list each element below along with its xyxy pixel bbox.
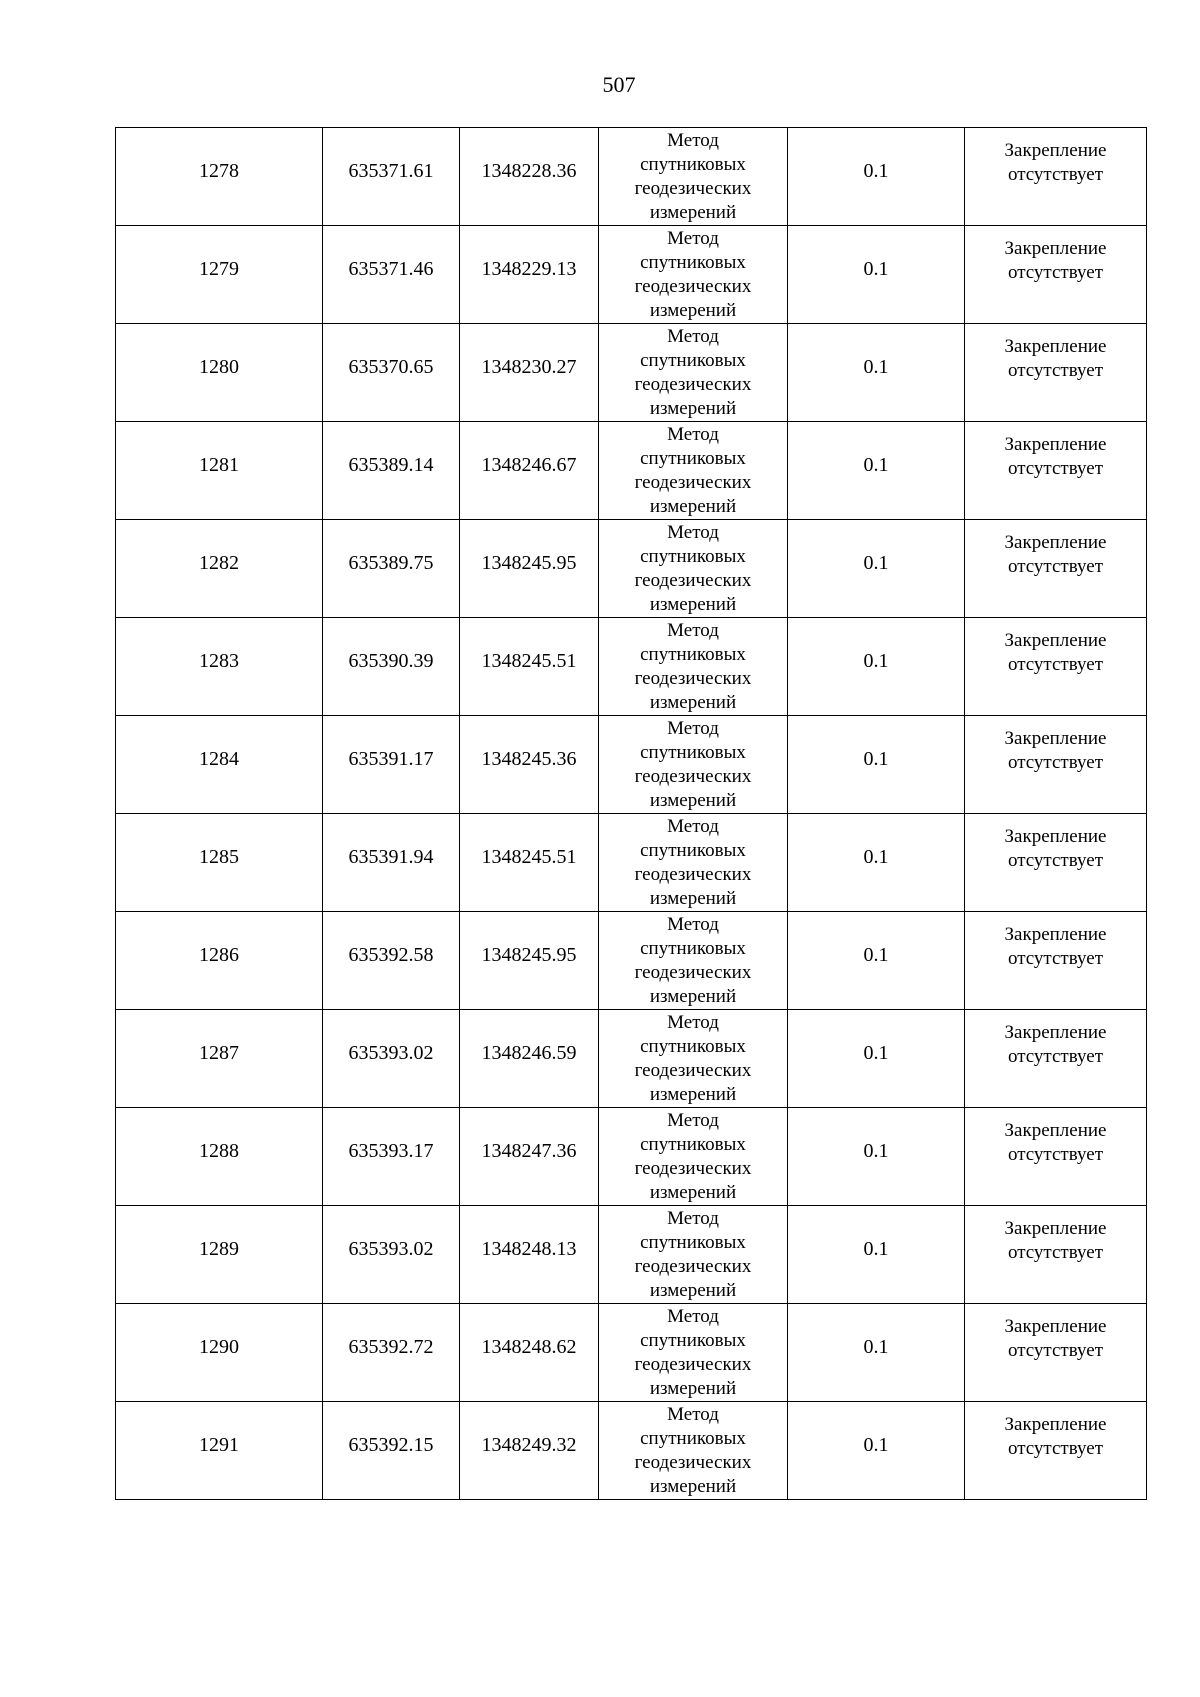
fixing-text <box>965 335 1146 390</box>
accuracy-value: 0.1 <box>863 453 889 476</box>
fixing-line: Закрепление <box>1004 531 1107 553</box>
accuracy-cell <box>788 128 965 226</box>
method-cell <box>599 1402 788 1500</box>
y-coordinate-cell <box>460 1206 599 1304</box>
fixing-cell <box>965 1010 1147 1108</box>
method-cell <box>599 912 788 1010</box>
y-coordinate-cell <box>460 324 599 422</box>
fixing-text <box>965 825 1146 880</box>
x-coordinate-cell <box>323 912 460 1010</box>
method-line: измерений <box>649 985 737 1007</box>
x-coordinate-cell <box>323 520 460 618</box>
point-number-cell <box>116 1304 323 1402</box>
accuracy-cell <box>788 814 965 912</box>
fixing-cell <box>965 814 1147 912</box>
fixing-line: отсутствует <box>1007 163 1104 185</box>
point-number: 1282 <box>199 551 239 574</box>
accuracy-cell <box>788 1304 965 1402</box>
point-number-cell <box>116 1206 323 1304</box>
y-coordinate-cell <box>460 1402 599 1500</box>
y-coordinate: 1348228.36 <box>481 159 577 182</box>
accuracy-value: 0.1 <box>863 257 889 280</box>
point-number: 1290 <box>199 1335 239 1358</box>
point-number-cell <box>116 1010 323 1108</box>
point-number: 1279 <box>199 257 239 280</box>
y-coordinate: 1348247.36 <box>481 1139 577 1162</box>
table-row <box>116 1010 1147 1108</box>
y-coordinate-cell <box>460 520 599 618</box>
method-line: геодезических <box>634 1157 752 1179</box>
x-coordinate: 635371.61 <box>348 159 434 182</box>
fixing-line: Закрепление <box>1004 1217 1107 1239</box>
method-line: Метод <box>667 619 719 641</box>
fixing-line: Закрепление <box>1004 1315 1107 1337</box>
method-cell <box>599 1010 788 1108</box>
table-row <box>116 520 1147 618</box>
x-coordinate-cell <box>323 226 460 324</box>
point-number-cell <box>116 128 323 226</box>
method-cell <box>599 324 788 422</box>
accuracy-value: 0.1 <box>863 159 889 182</box>
method-line: геодезических <box>634 961 752 983</box>
fixing-text <box>965 531 1146 586</box>
y-coordinate: 1348245.51 <box>481 649 577 672</box>
fixing-cell <box>965 716 1147 814</box>
table-row <box>116 618 1147 716</box>
x-coordinate-cell <box>323 1206 460 1304</box>
method-line: измерений <box>649 1377 737 1399</box>
method-line: измерений <box>649 201 737 223</box>
y-coordinate: 1348246.67 <box>481 453 577 476</box>
method-line: Метод <box>667 521 719 543</box>
point-number: 1286 <box>199 943 239 966</box>
point-number: 1288 <box>199 1139 239 1162</box>
fixing-text <box>965 727 1146 782</box>
point-number-cell <box>116 520 323 618</box>
fixing-line: отсутствует <box>1007 947 1104 969</box>
x-coordinate: 635371.46 <box>348 257 434 280</box>
fixing-cell <box>965 226 1147 324</box>
fixing-line: отсутствует <box>1007 849 1104 871</box>
point-number: 1283 <box>199 649 239 672</box>
fixing-text <box>965 923 1146 978</box>
method-line: измерений <box>649 495 737 517</box>
y-coordinate: 1348245.95 <box>481 551 577 574</box>
method-line: спутниковых <box>640 545 746 567</box>
method-line: спутниковых <box>640 153 746 175</box>
accuracy-value: 0.1 <box>863 551 889 574</box>
x-coordinate-cell <box>323 1304 460 1402</box>
accuracy-value: 0.1 <box>863 845 889 868</box>
y-coordinate: 1348245.51 <box>481 845 577 868</box>
x-coordinate: 635390.39 <box>348 649 434 672</box>
method-line: измерений <box>649 593 737 615</box>
accuracy-value: 0.1 <box>863 943 889 966</box>
x-coordinate: 635392.72 <box>348 1335 434 1358</box>
method-line: геодезических <box>634 275 752 297</box>
table-row <box>116 814 1147 912</box>
x-coordinate: 635392.15 <box>348 1433 434 1456</box>
method-line: спутниковых <box>640 839 746 861</box>
point-number: 1289 <box>199 1237 239 1260</box>
fixing-cell <box>965 912 1147 1010</box>
fixing-line: отсутствует <box>1007 1241 1104 1263</box>
y-coordinate-cell <box>460 1304 599 1402</box>
x-coordinate: 635393.02 <box>348 1041 434 1064</box>
page-number: 507 <box>602 72 636 97</box>
fixing-line: отсутствует <box>1007 261 1104 283</box>
fixing-line: Закрепление <box>1004 139 1107 161</box>
method-line: Метод <box>667 129 719 151</box>
x-coordinate-cell <box>323 324 460 422</box>
fixing-line: Закрепление <box>1004 727 1107 749</box>
point-number: 1284 <box>199 747 239 770</box>
fixing-cell <box>965 324 1147 422</box>
fixing-line: Закрепление <box>1004 629 1107 651</box>
fixing-line: Закрепление <box>1004 1021 1107 1043</box>
x-coordinate-cell <box>323 128 460 226</box>
method-line: геодезических <box>634 1353 752 1375</box>
y-coordinate: 1348248.13 <box>481 1237 577 1260</box>
point-number: 1280 <box>199 355 239 378</box>
method-line: геодезических <box>634 373 752 395</box>
accuracy-cell <box>788 324 965 422</box>
fixing-line: отсутствует <box>1007 751 1104 773</box>
point-number: 1285 <box>199 845 239 868</box>
point-number-cell <box>116 422 323 520</box>
point-number-cell <box>116 1402 323 1500</box>
point-number-cell <box>116 814 323 912</box>
y-coordinate: 1348245.95 <box>481 943 577 966</box>
fixing-cell <box>965 1206 1147 1304</box>
method-line: Метод <box>667 325 719 347</box>
method-line: спутниковых <box>640 1329 746 1351</box>
x-coordinate-cell <box>323 618 460 716</box>
method-line: геодезических <box>634 1451 752 1473</box>
table-row <box>116 1304 1147 1402</box>
point-number-cell <box>116 226 323 324</box>
method-line: геодезических <box>634 1059 752 1081</box>
method-line: Метод <box>667 423 719 445</box>
x-coordinate: 635389.75 <box>348 551 434 574</box>
y-coordinate-cell <box>460 618 599 716</box>
method-cell <box>599 128 788 226</box>
y-coordinate: 1348248.62 <box>481 1335 577 1358</box>
y-coordinate-cell <box>460 814 599 912</box>
method-line: спутниковых <box>640 1427 746 1449</box>
method-line: спутниковых <box>640 447 746 469</box>
method-line: геодезических <box>634 1255 752 1277</box>
table-row <box>116 324 1147 422</box>
y-coordinate: 1348246.59 <box>481 1041 577 1064</box>
x-coordinate-cell <box>323 1010 460 1108</box>
accuracy-cell <box>788 1010 965 1108</box>
method-cell <box>599 716 788 814</box>
fixing-line: отсутствует <box>1007 555 1104 577</box>
fixing-line: Закрепление <box>1004 237 1107 259</box>
method-line: спутниковых <box>640 349 746 371</box>
method-line: спутниковых <box>640 741 746 763</box>
method-line: Метод <box>667 717 719 739</box>
y-coordinate-cell <box>460 912 599 1010</box>
table-row <box>116 226 1147 324</box>
accuracy-value: 0.1 <box>863 1433 889 1456</box>
method-line: Метод <box>667 1207 719 1229</box>
fixing-line: отсутствует <box>1007 1339 1104 1361</box>
fixing-text <box>965 1217 1146 1272</box>
y-coordinate-cell <box>460 422 599 520</box>
method-line: измерений <box>649 1083 737 1105</box>
x-coordinate-cell <box>323 1402 460 1500</box>
table-body <box>116 128 1147 1500</box>
accuracy-value: 0.1 <box>863 1237 889 1260</box>
fixing-text <box>965 1315 1146 1370</box>
x-coordinate: 635391.17 <box>348 747 434 770</box>
fixing-cell <box>965 618 1147 716</box>
method-line: измерений <box>649 1279 737 1301</box>
y-coordinate-cell <box>460 716 599 814</box>
table-row <box>116 1108 1147 1206</box>
method-line: геодезических <box>634 569 752 591</box>
method-line: Метод <box>667 1109 719 1131</box>
table-row <box>116 422 1147 520</box>
y-coordinate-cell <box>460 1108 599 1206</box>
method-line: геодезических <box>634 667 752 689</box>
accuracy-value: 0.1 <box>863 355 889 378</box>
method-line: геодезических <box>634 863 752 885</box>
method-line: спутниковых <box>640 643 746 665</box>
method-line: спутниковых <box>640 1133 746 1155</box>
accuracy-cell <box>788 716 965 814</box>
fixing-cell <box>965 1108 1147 1206</box>
point-number-cell <box>116 324 323 422</box>
fixing-text <box>965 1413 1146 1468</box>
method-line: измерений <box>649 789 737 811</box>
point-number: 1281 <box>199 453 239 476</box>
fixing-line: отсутствует <box>1007 359 1104 381</box>
point-number-cell <box>116 912 323 1010</box>
method-line: геодезических <box>634 177 752 199</box>
y-coordinate-cell <box>460 226 599 324</box>
x-coordinate: 635392.58 <box>348 943 434 966</box>
table-row <box>116 1402 1147 1500</box>
fixing-cell <box>965 1304 1147 1402</box>
method-line: Метод <box>667 227 719 249</box>
x-coordinate: 635370.65 <box>348 355 434 378</box>
method-line: Метод <box>667 1305 719 1327</box>
fixing-line: отсутствует <box>1007 653 1104 675</box>
method-line: спутниковых <box>640 1035 746 1057</box>
fixing-line: отсутствует <box>1007 1045 1104 1067</box>
fixing-line: отсутствует <box>1007 1437 1104 1459</box>
x-coordinate-cell <box>323 1108 460 1206</box>
accuracy-cell <box>788 1108 965 1206</box>
accuracy-value: 0.1 <box>863 1041 889 1064</box>
method-line: геодезических <box>634 471 752 493</box>
method-line: измерений <box>649 299 737 321</box>
accuracy-cell <box>788 1206 965 1304</box>
table-row <box>116 912 1147 1010</box>
method-line: измерений <box>649 1181 737 1203</box>
x-coordinate-cell <box>323 814 460 912</box>
fixing-line: Закрепление <box>1004 1413 1107 1435</box>
accuracy-value: 0.1 <box>863 1139 889 1162</box>
fixing-cell <box>965 1402 1147 1500</box>
accuracy-value: 0.1 <box>863 1335 889 1358</box>
coordinates-table <box>115 127 1147 1500</box>
y-coordinate: 1348245.36 <box>481 747 577 770</box>
method-line: Метод <box>667 1011 719 1033</box>
y-coordinate-cell <box>460 1010 599 1108</box>
method-line: спутниковых <box>640 251 746 273</box>
fixing-text <box>965 1021 1146 1076</box>
table-row <box>116 128 1147 226</box>
fixing-text <box>965 237 1146 292</box>
accuracy-cell <box>788 422 965 520</box>
fixing-text <box>965 1119 1146 1174</box>
method-cell <box>599 814 788 912</box>
method-line: Метод <box>667 1403 719 1425</box>
point-number: 1287 <box>199 1041 239 1064</box>
method-cell <box>599 1108 788 1206</box>
method-line: спутниковых <box>640 1231 746 1253</box>
accuracy-value: 0.1 <box>863 747 889 770</box>
table-row <box>116 716 1147 814</box>
accuracy-cell <box>788 226 965 324</box>
fixing-cell <box>965 520 1147 618</box>
method-line: Метод <box>667 913 719 935</box>
method-cell <box>599 1206 788 1304</box>
y-coordinate: 1348230.27 <box>481 355 577 378</box>
method-cell <box>599 1304 788 1402</box>
fixing-text <box>965 139 1146 194</box>
accuracy-cell <box>788 520 965 618</box>
accuracy-cell <box>788 618 965 716</box>
fixing-line: Закрепление <box>1004 923 1107 945</box>
x-coordinate: 635393.17 <box>348 1139 434 1162</box>
point-number-cell <box>116 618 323 716</box>
method-line: Метод <box>667 815 719 837</box>
method-line: измерений <box>649 691 737 713</box>
method-line: измерений <box>649 887 737 909</box>
fixing-line: отсутствует <box>1007 457 1104 479</box>
fixing-line: отсутствует <box>1007 1143 1104 1165</box>
y-coordinate: 1348249.32 <box>481 1433 577 1456</box>
fixing-line: Закрепление <box>1004 433 1107 455</box>
method-line: измерений <box>649 397 737 419</box>
method-cell <box>599 618 788 716</box>
fixing-line: Закрепление <box>1004 335 1107 357</box>
accuracy-value: 0.1 <box>863 649 889 672</box>
x-coordinate: 635391.94 <box>348 845 434 868</box>
method-line: геодезических <box>634 765 752 787</box>
fixing-cell <box>965 422 1147 520</box>
fixing-cell <box>965 128 1147 226</box>
fixing-line: Закрепление <box>1004 825 1107 847</box>
x-coordinate: 635389.14 <box>348 453 434 476</box>
fixing-line: Закрепление <box>1004 1119 1107 1141</box>
x-coordinate: 635393.02 <box>348 1237 434 1260</box>
accuracy-cell <box>788 912 965 1010</box>
fixing-text <box>965 629 1146 684</box>
method-line: измерений <box>649 1475 737 1497</box>
point-number: 1278 <box>199 159 239 182</box>
method-line: спутниковых <box>640 937 746 959</box>
accuracy-cell <box>788 1402 965 1500</box>
point-number-cell <box>116 716 323 814</box>
point-number: 1291 <box>199 1433 239 1456</box>
x-coordinate-cell <box>323 422 460 520</box>
point-number-cell <box>116 1108 323 1206</box>
fixing-text <box>965 433 1146 488</box>
method-cell <box>599 422 788 520</box>
method-cell <box>599 226 788 324</box>
y-coordinate-cell <box>460 128 599 226</box>
table-row <box>116 1206 1147 1304</box>
y-coordinate: 1348229.13 <box>481 257 577 280</box>
method-cell <box>599 520 788 618</box>
x-coordinate-cell <box>323 716 460 814</box>
